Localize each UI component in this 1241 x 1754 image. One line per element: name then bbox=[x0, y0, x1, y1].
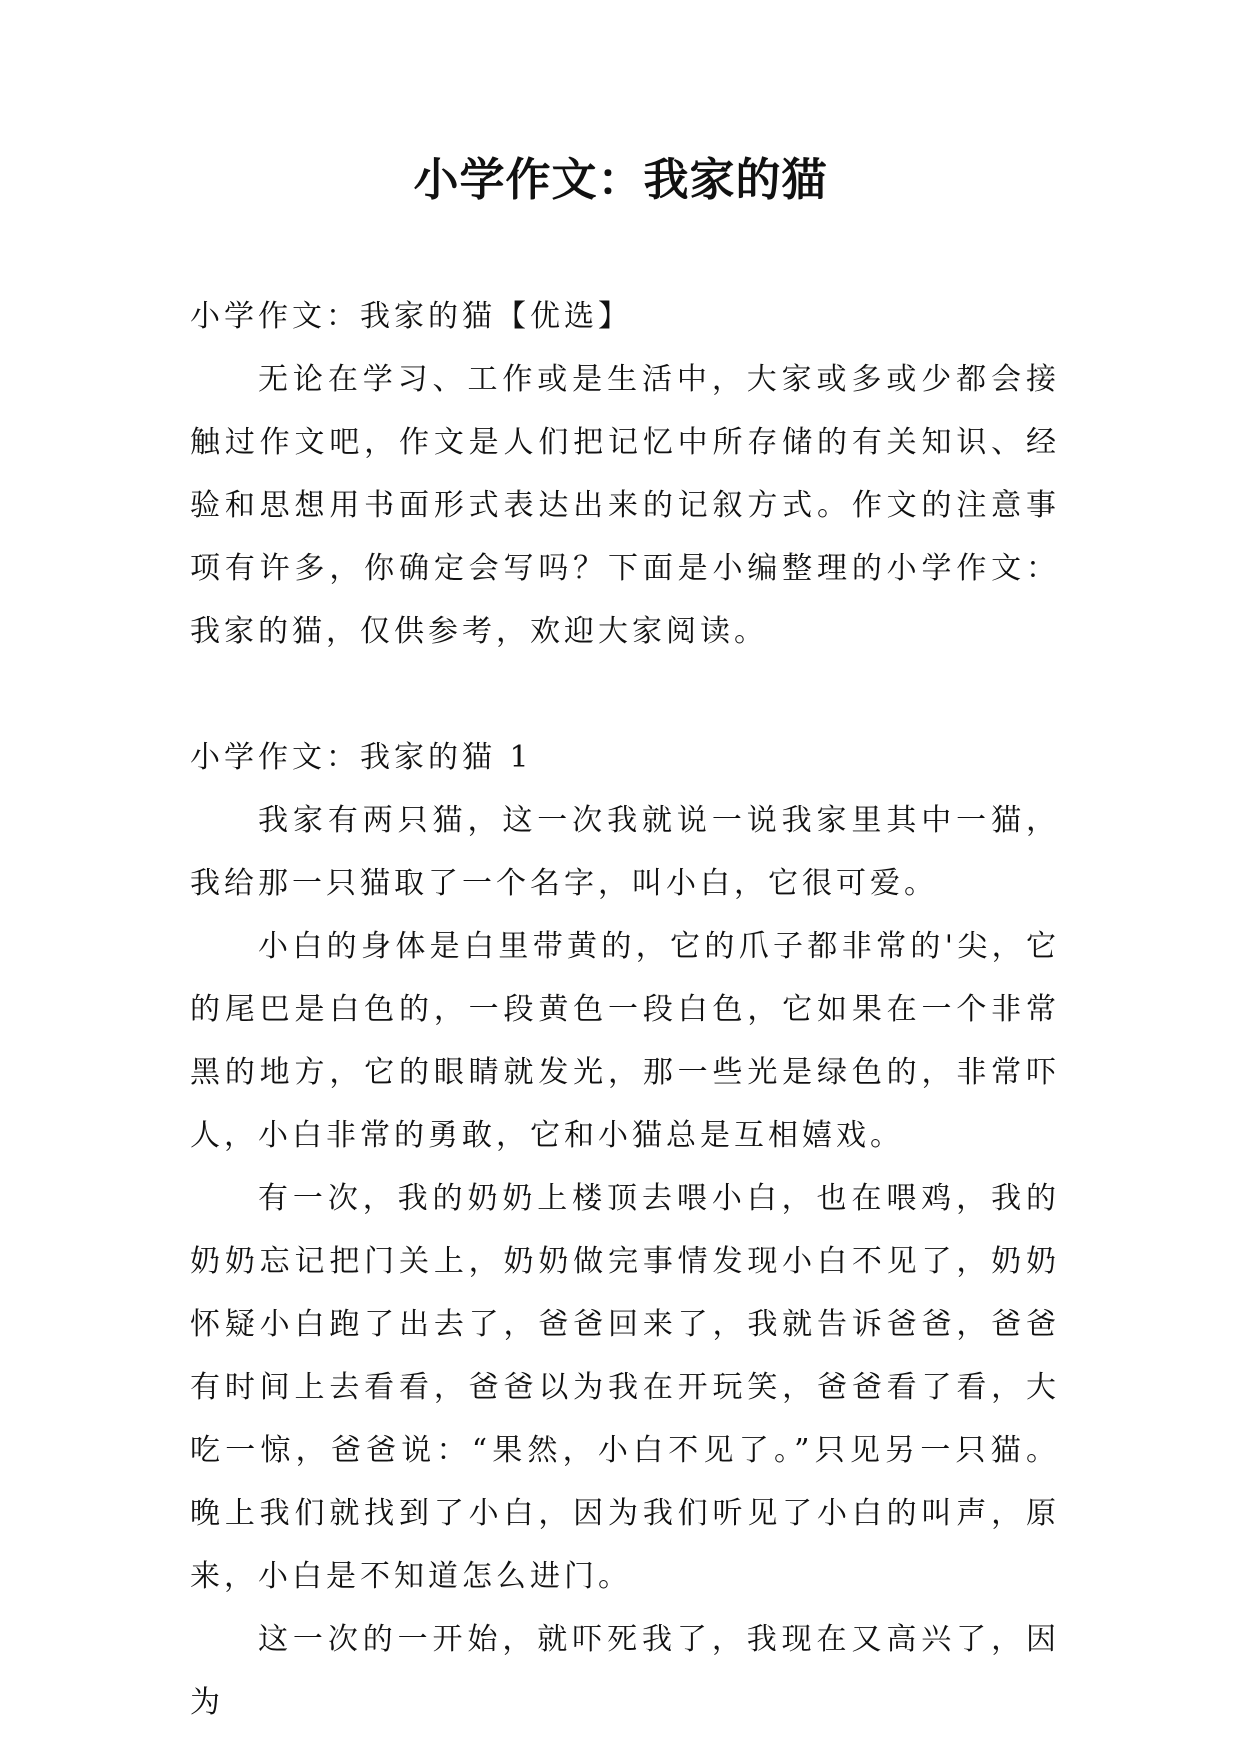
section-gap bbox=[190, 663, 1060, 726]
document-title: 小学作文：我家的猫 bbox=[413, 153, 828, 206]
body-paragraph: 这一次的一开始，就吓死我了，我现在又高兴了，因为 bbox=[190, 1622, 1060, 1720]
body-paragraph: 我家有两只猫，这一次我就说一说我家里其中一猫，我给那一只猫取了一个名字，叫小白，它很可爱。 bbox=[190, 803, 1060, 901]
section-heading: 小学作文：我家的猫 1 bbox=[190, 740, 533, 775]
body-paragraph: 小白的身体是白里带黄的，它的爪子都非常的'尖，它的尾巴是白色的，一段黄色一段白色，它如果在一个非常黑的地方，它的眼睛就发光，那一些光是绿色的，非常吓人，小白非常的勇敢，它和小猫总是互相嬉戏。 bbox=[190, 929, 1060, 1153]
document-body bbox=[190, 285, 1060, 1734]
document-subtitle: 小学作文：我家的猫【优选】 bbox=[190, 299, 632, 334]
body-paragraph: 有一次，我的奶奶上楼顶去喂小白，也在喂鸡，我的奶奶忘记把门关上，奶奶做完事情发现小白不见了，奶奶怀疑小白跑了出去了，爸爸回来了，我就告诉爸爸，爸爸有时间上去看看，爸爸以为我在开玩笑，爸爸看了看，大吃一惊，爸爸说：“果然，小白不见了。”只见另一只猫。晚上我们就找到了小白，因为我们听见了小白的叫声，原来，小白是不知道怎么进门。 bbox=[190, 1181, 1060, 1594]
intro-paragraph: 无论在学习、工作或是生活中，大家或多或少都会接触过作文吧，作文是人们把记忆中所存储的有关知识、经验和思想用书面形式表达出来的记叙方式。作文的注意事项有许多，你确定会写吗？下面是小编整理的小学作文：我家的猫，仅供参考，欢迎大家阅读。 bbox=[190, 362, 1060, 649]
